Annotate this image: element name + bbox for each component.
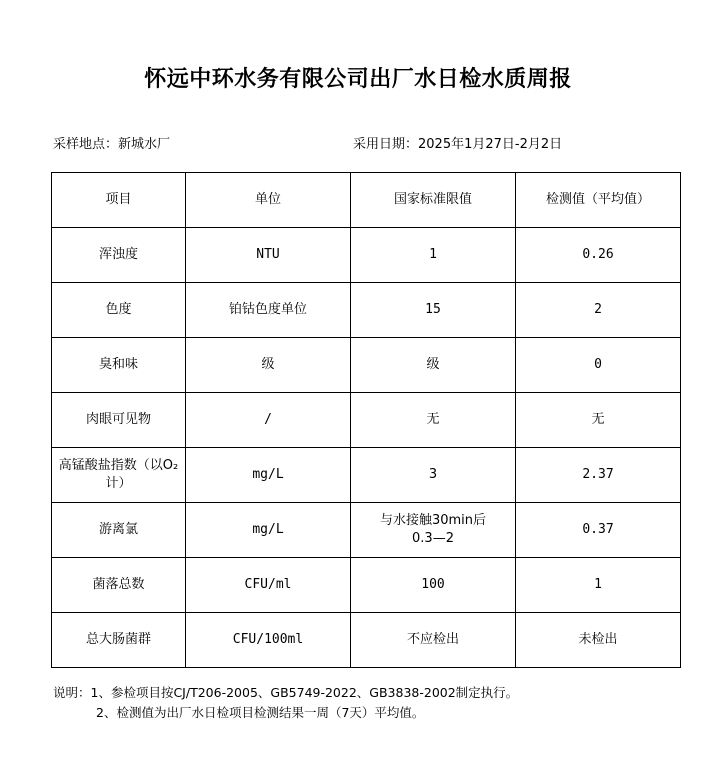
header-unit: 单位 [186, 173, 351, 228]
row-value: 无 [516, 393, 681, 448]
row-value: 2.37 [516, 448, 681, 503]
row-unit: / [186, 393, 351, 448]
row-item: 总大肠菌群 [52, 613, 186, 668]
row-limit: 与水接触30min后0.3—2 [351, 503, 516, 558]
table-row [52, 393, 681, 448]
row-value: 0 [516, 338, 681, 393]
table-row [52, 613, 681, 668]
table-row [52, 283, 681, 338]
sampling-site: 采样地点：新城水厂 [53, 137, 171, 152]
sampling-date: 采用日期：2025年1月27日-2月2日 [353, 137, 563, 152]
table-row [52, 448, 681, 503]
row-unit: CFU/ml [186, 558, 351, 613]
note-line-1: 说明：1、参检项目按CJ/T206-2005、GB5749-2022、GB3838-2002制定执行。 [53, 685, 519, 700]
row-limit: 3 [351, 448, 516, 503]
row-limit: 100 [351, 558, 516, 613]
header-measured-value: 检测值（平均值） [516, 173, 681, 228]
row-unit: mg/L [186, 503, 351, 558]
row-item: 臭和味 [52, 338, 186, 393]
header-item: 项目 [52, 173, 186, 228]
row-unit: NTU [186, 228, 351, 283]
row-item: 高锰酸盐指数（以O₂计） [52, 448, 186, 503]
water-quality-table [51, 172, 681, 668]
note-line-2: 2、检测值为出厂水日检项目检测结果一周（7天）平均值。 [96, 705, 425, 720]
table-header-row [52, 173, 681, 228]
row-limit: 无 [351, 393, 516, 448]
row-value: 1 [516, 558, 681, 613]
table-row [52, 558, 681, 613]
table-row [52, 338, 681, 393]
row-value: 0.26 [516, 228, 681, 283]
row-value: 未检出 [516, 613, 681, 668]
row-item: 浑浊度 [52, 228, 186, 283]
row-value: 2 [516, 283, 681, 338]
row-limit: 不应检出 [351, 613, 516, 668]
row-unit: 级 [186, 338, 351, 393]
row-limit: 级 [351, 338, 516, 393]
table-row [52, 228, 681, 283]
row-unit: mg/L [186, 448, 351, 503]
report-title: 怀远中环水务有限公司出厂水日检水质周报 [144, 67, 572, 92]
row-item: 肉眼可见物 [52, 393, 186, 448]
row-limit: 15 [351, 283, 516, 338]
report-notes [53, 683, 518, 723]
row-item: 菌落总数 [52, 558, 186, 613]
row-value: 0.37 [516, 503, 681, 558]
row-item: 游离氯 [52, 503, 186, 558]
row-unit: CFU/100ml [186, 613, 351, 668]
row-unit: 铂钴色度单位 [186, 283, 351, 338]
table-row [52, 503, 681, 558]
row-item: 色度 [52, 283, 186, 338]
row-limit: 1 [351, 228, 516, 283]
header-standard-limit: 国家标准限值 [351, 173, 516, 228]
